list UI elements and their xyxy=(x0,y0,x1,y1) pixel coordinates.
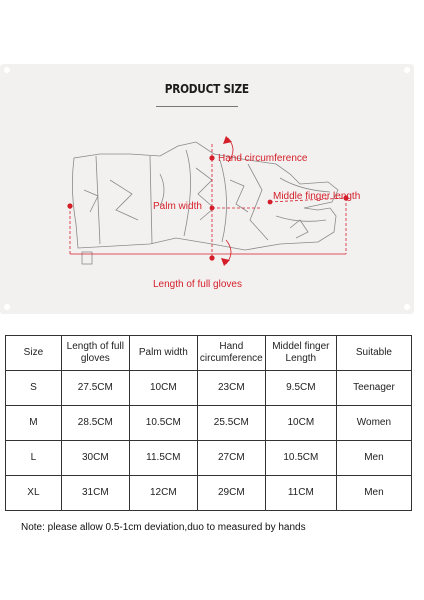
table-row xyxy=(6,371,412,406)
table-cell: Men xyxy=(336,476,411,511)
banner-title: PRODUCT SIZE xyxy=(164,82,250,96)
table-cell: 31CM xyxy=(61,476,129,511)
table-cell: Men xyxy=(336,441,411,476)
header-cell: Middel finger Length xyxy=(265,336,336,371)
table-cell: 11CM xyxy=(265,476,336,511)
table-cell: M xyxy=(6,406,62,441)
table-cell: 29CM xyxy=(197,476,265,511)
table-cell: 10.5CM xyxy=(129,406,197,441)
palm-width-label: Palm width xyxy=(153,201,202,212)
table-row xyxy=(6,476,412,511)
table-cell: Teenager xyxy=(336,371,411,406)
measurement-note: Note: please allow 0.5-1cm deviation,duo to measured by hands xyxy=(21,522,306,533)
table-cell: XL xyxy=(6,476,62,511)
table-cell: S xyxy=(6,371,62,406)
header-cell: Length of full gloves xyxy=(61,336,129,371)
table-cell: 25.5CM xyxy=(197,406,265,441)
table-cell: L xyxy=(6,441,62,476)
table-cell: 11.5CM xyxy=(129,441,197,476)
table-cell: 10.5CM xyxy=(265,441,336,476)
table-cell: 10CM xyxy=(265,406,336,441)
middle-finger-length-label: Middle finger length xyxy=(273,191,361,202)
header-cell: Palm width xyxy=(129,336,197,371)
table-cell: 9.5CM xyxy=(265,371,336,406)
table-cell: 23CM xyxy=(197,371,265,406)
table-row xyxy=(6,406,412,441)
table-cell: Women xyxy=(336,406,411,441)
full-glove-length-label: Length of full gloves xyxy=(153,279,242,290)
banner-title-wrap xyxy=(0,80,414,98)
title-underline xyxy=(156,106,238,107)
table-cell: 27.5CM xyxy=(61,371,129,406)
header-cell: Hand circumference xyxy=(197,336,265,371)
table-row xyxy=(6,441,412,476)
table-cell: 12CM xyxy=(129,476,197,511)
table-cell: 28.5CM xyxy=(61,406,129,441)
banner-pin xyxy=(4,67,10,73)
hand-circumference-label: Hand circumference xyxy=(218,153,308,164)
table-cell: 27CM xyxy=(197,441,265,476)
banner-pin xyxy=(404,67,410,73)
table-cell: 10CM xyxy=(129,371,197,406)
size-chart-table xyxy=(5,335,412,511)
table-cell: 30CM xyxy=(61,441,129,476)
header-cell: Size xyxy=(6,336,62,371)
table-header-row xyxy=(6,336,412,371)
header-cell: Suitable xyxy=(336,336,411,371)
